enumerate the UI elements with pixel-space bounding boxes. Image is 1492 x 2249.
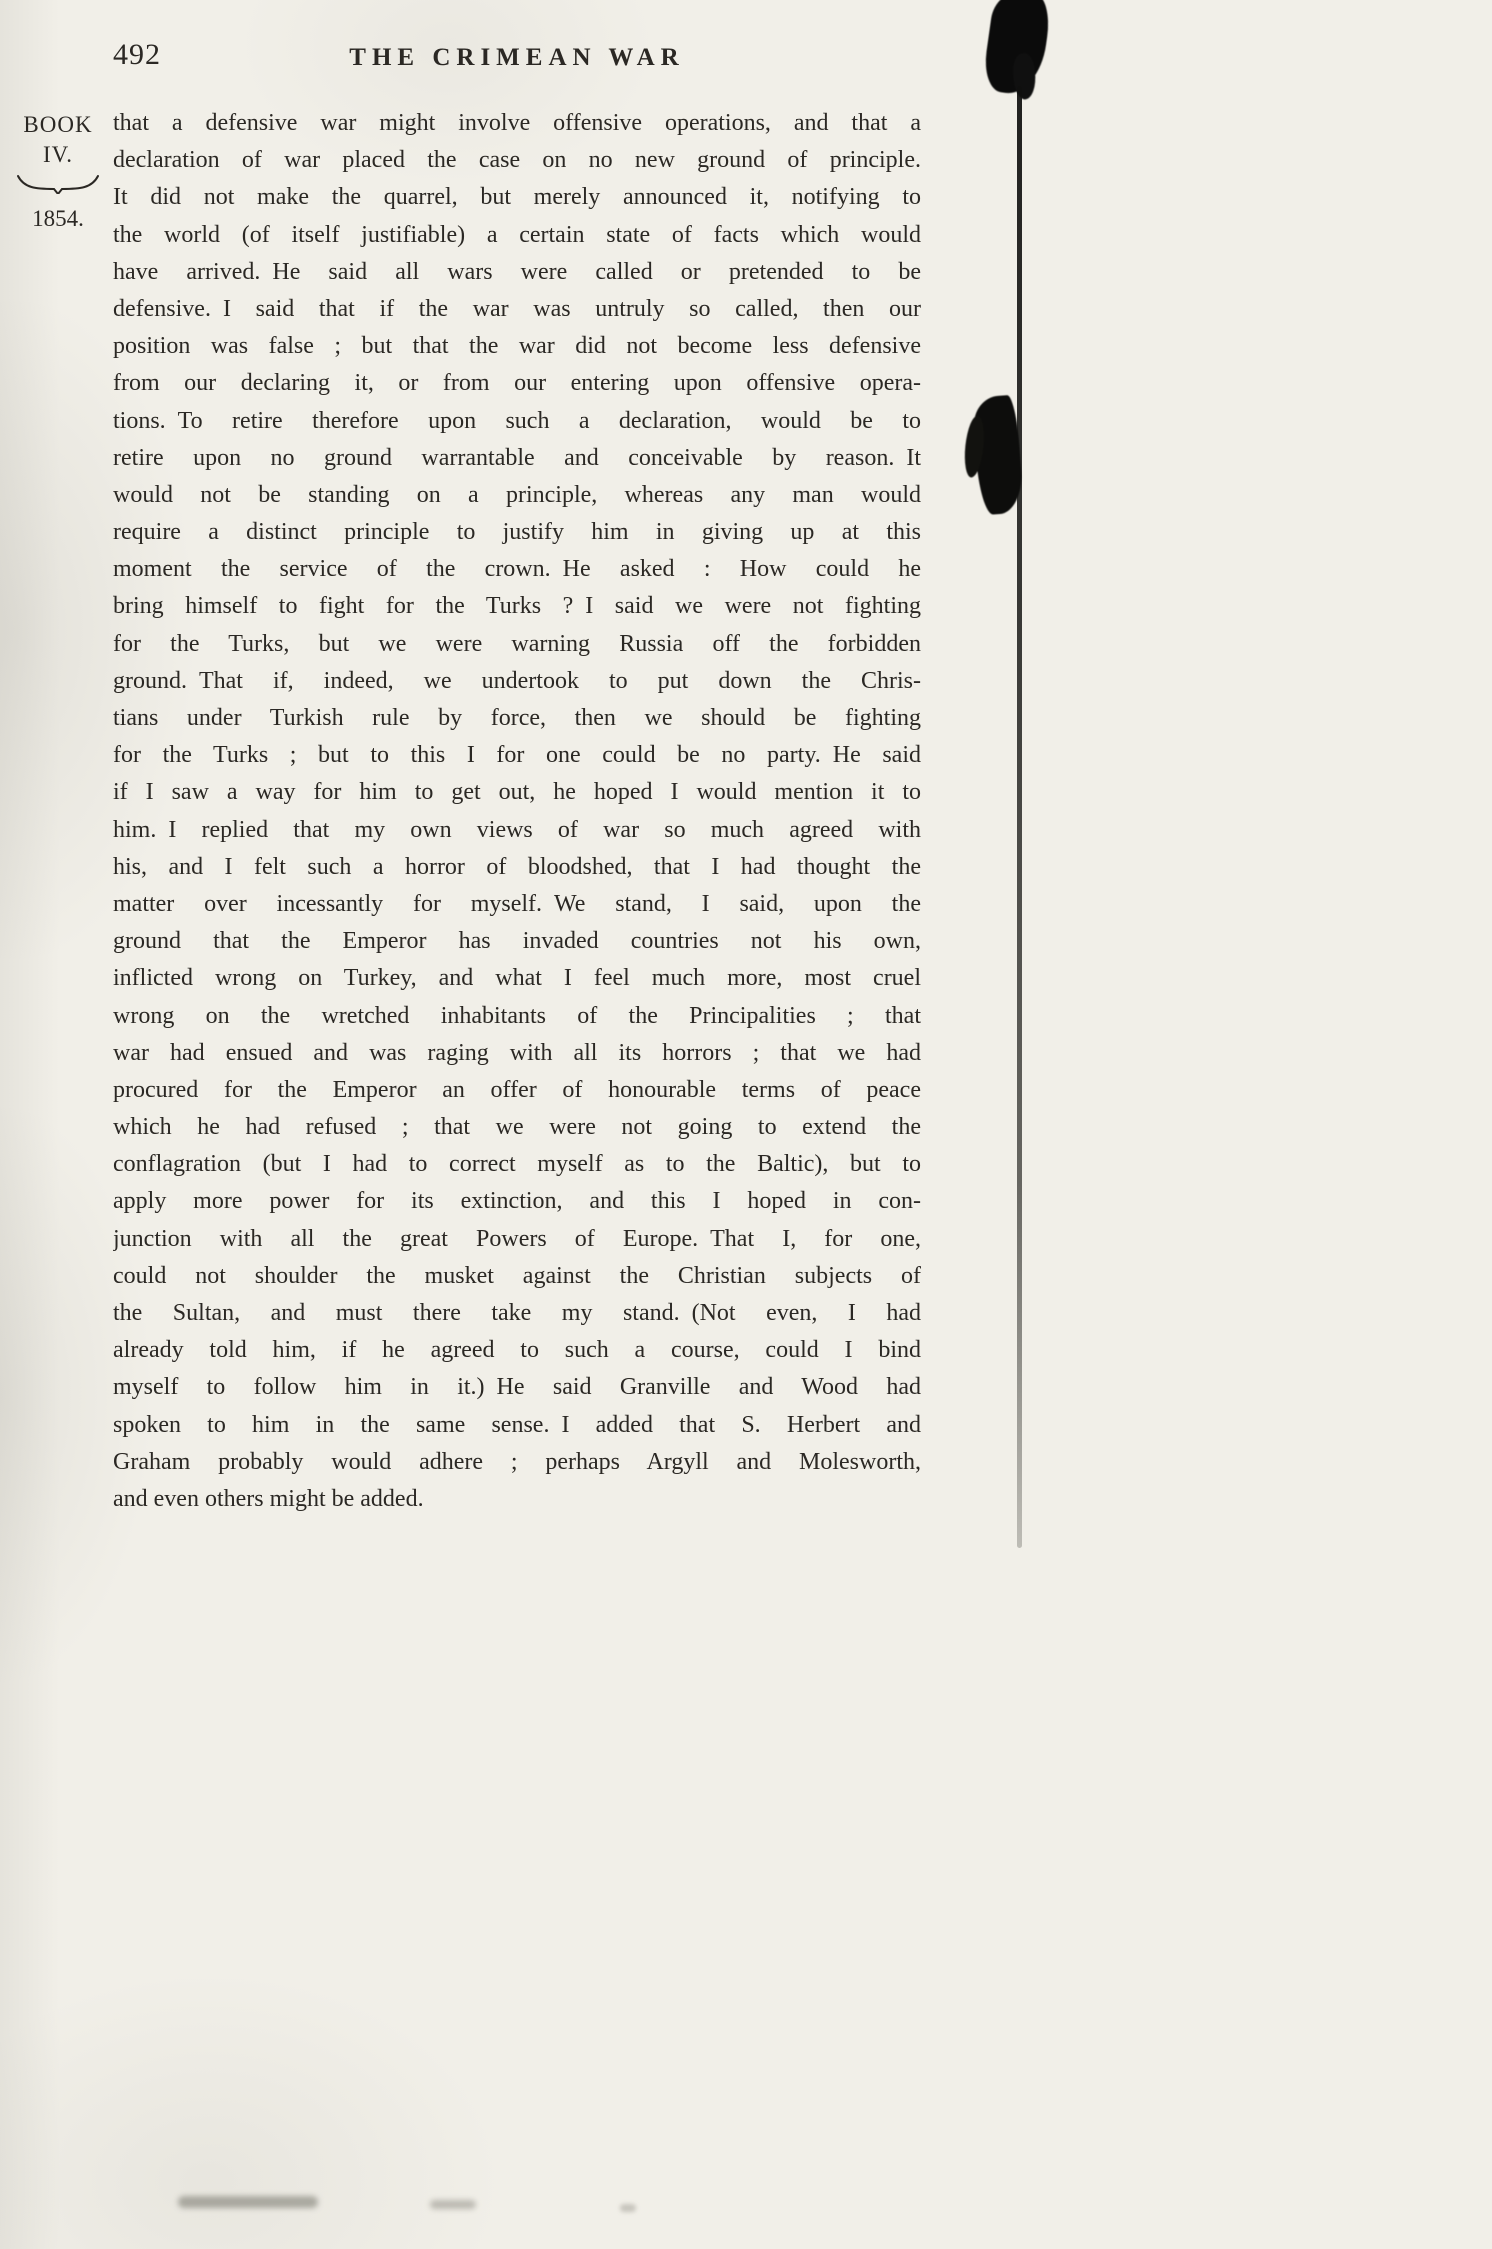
scan-smudge — [430, 2200, 476, 2209]
book-numeral: IV. — [42, 142, 74, 167]
text-line: bring himself to fight for the Turks ? I said we were not fighting — [113, 593, 921, 620]
text-line: spoken to him in the same sense. I added that S. Herbert and — [113, 1411, 921, 1438]
text-line: have arrived. He said all wars were called or pretended to be — [113, 258, 921, 285]
text-line: It did not make the quarrel, but merely announced it, notifying to — [113, 184, 921, 211]
scan-smudge — [178, 2196, 318, 2208]
scan-ink-blob-top — [981, 0, 1053, 98]
text-line: for the Turks ; but to this I for one could be no party. He said — [113, 742, 921, 769]
text-line: which he had refused ; that we were not going to extend the — [113, 1114, 921, 1141]
text-line: retire upon no ground warrantable and conceivable by reason. It — [113, 444, 921, 471]
text-line: position was false ; but that the war did not become less defensive — [113, 333, 921, 360]
text-line: require a distinct principle to justify him in giving up at this — [113, 519, 921, 546]
margin-year: 1854. — [32, 206, 84, 231]
text-line: his, and I felt such a horror of bloodshed, that I had thought the — [113, 853, 921, 880]
text-line: tians under Turkish rule by force, then we should be fighting — [113, 705, 921, 731]
text-line: Graham probably would adhere ; perhaps Argyll and Molesworth, — [113, 1448, 921, 1475]
text-line: ground. That if, indeed, we undertook to put down the Chris- — [113, 667, 921, 694]
margin-note — [10, 110, 106, 234]
text-line: tions. To retire therefore upon such a declaration, would be to — [113, 407, 921, 434]
text-line: declaration of war placed the case on no new ground of principle. — [113, 147, 921, 174]
page-number: 492 — [113, 38, 161, 71]
text-line: already told him, if he agreed to such a course, could I bind — [113, 1337, 921, 1364]
scan-spine-line — [1017, 86, 1022, 1548]
text-line: that a defensive war might involve offensive operations, and that a — [113, 110, 921, 136]
text-line: if I saw a way for him to get out, he hoped I would mention it to — [113, 779, 921, 806]
text-line: the world (of itself justifiable) a certain state of facts which would — [113, 221, 921, 248]
text-line: procured for the Emperor an offer of honourable terms of peace — [113, 1076, 921, 1103]
text-line: junction with all the great Powers of Europe. That I, for one, — [113, 1225, 921, 1252]
scan-smudge — [620, 2204, 636, 2212]
text-line: defensive. I said that if the war was untruly so called, then our — [113, 295, 921, 322]
text-line: inflicted wrong on Turkey, and what I feel much more, most cruel — [113, 965, 921, 992]
text-line: ground that the Emperor has invaded countries not his own, — [113, 928, 921, 955]
text-line: moment the service of the crown. He asked : How could he — [113, 556, 921, 583]
text-line: the Sultan, and must there take my stand. (Not even, I had — [113, 1300, 921, 1326]
text-line: wrong on the wretched inhabitants of the Principalities ; that — [113, 1002, 921, 1029]
text-line: could not shoulder the musket against the Christian subjects of — [113, 1262, 921, 1289]
text-line: apply more power for its extinction, and this I hoped in con- — [113, 1188, 921, 1215]
book-label: BOOK — [23, 112, 93, 137]
brace-decoration — [16, 174, 100, 194]
text-line: for the Turks, but we were warning Russia off the forbidden — [113, 630, 921, 657]
text-line: and even others might be added. — [113, 1485, 424, 1512]
body-text — [113, 105, 921, 1518]
text-line: conflagration (but I had to correct myself as to the Baltic), but to — [113, 1151, 921, 1178]
running-title: THE CRIMEAN WAR — [349, 44, 685, 71]
text-line: him. I replied that my own views of war so much agreed with — [113, 816, 921, 843]
text-line: war had ensued and was raging with all its horrors ; that we had — [113, 1039, 921, 1066]
text-line: from our declaring it, or from our entering upon offensive opera- — [113, 370, 921, 397]
text-line: matter over incessantly for myself. We stand, I said, upon the — [113, 890, 921, 917]
text-line: myself to follow him in it.) He said Granville and Wood had — [113, 1374, 921, 1401]
text-line: would not be standing on a principle, whereas any man would — [113, 481, 921, 508]
